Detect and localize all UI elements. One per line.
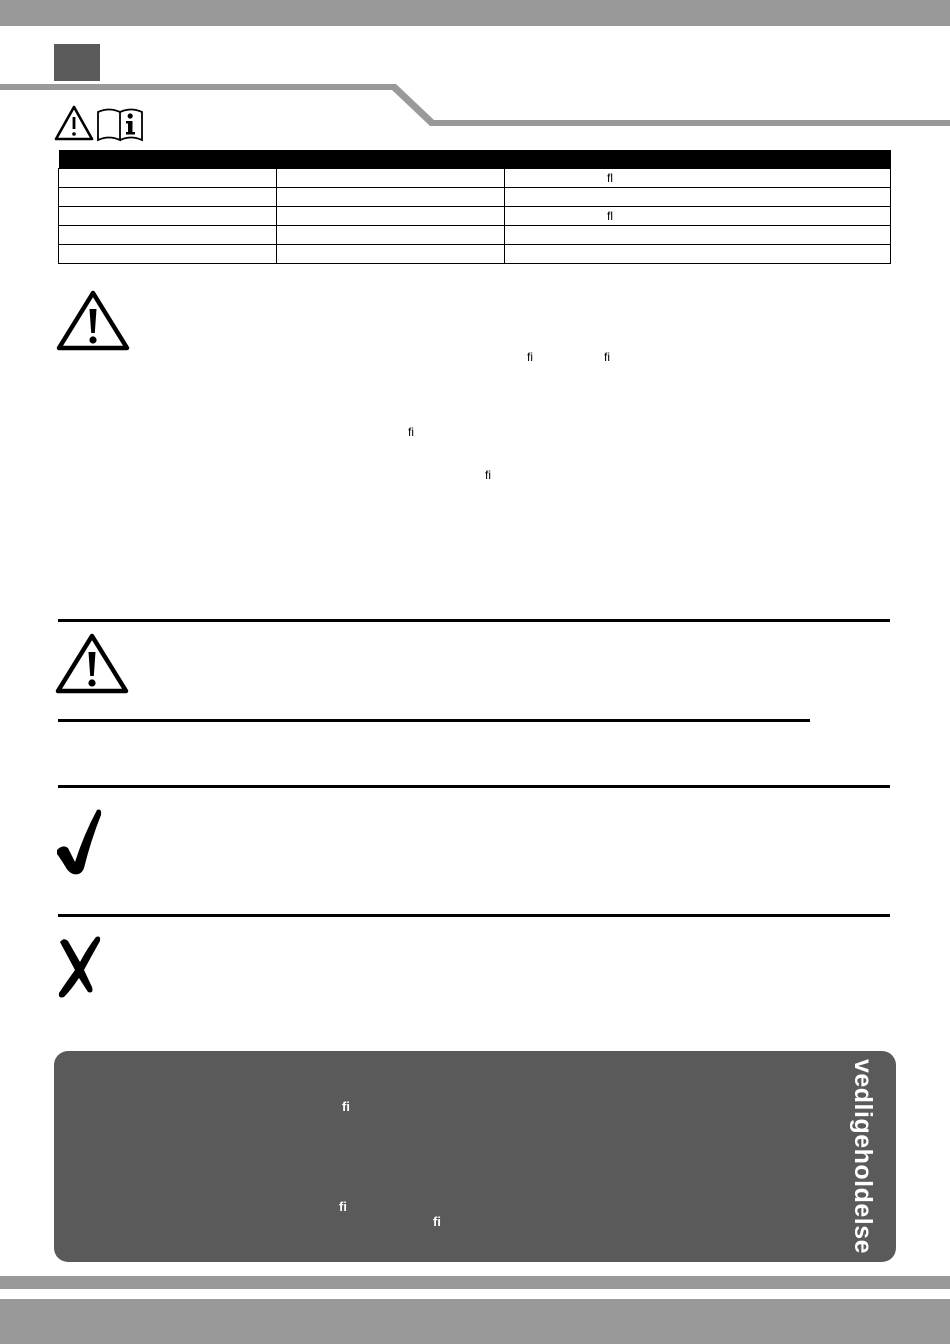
table-cell <box>59 245 277 264</box>
table-cell <box>277 207 505 226</box>
text-fragment: ﬁ <box>342 1099 350 1114</box>
text-fragment: ﬁ <box>408 425 414 439</box>
cross-icon <box>54 934 104 1000</box>
table-cell <box>505 226 891 245</box>
specification-table <box>58 150 891 264</box>
table-cell <box>277 226 505 245</box>
table-cell <box>505 169 891 188</box>
bottom-stripe <box>0 1276 950 1289</box>
table-cell <box>59 226 277 245</box>
text-fragment: ﬁ <box>433 1214 441 1229</box>
cell-text: ﬂ <box>607 171 613 185</box>
text-fragment: ﬁ <box>527 350 533 364</box>
table-cell <box>277 245 505 264</box>
side-title-text: vedligeholdelse <box>849 1058 878 1254</box>
table-row <box>59 207 891 226</box>
section-side-title <box>846 1058 880 1254</box>
text-fragment: ﬁ <box>339 1199 347 1214</box>
table-cell <box>505 188 891 207</box>
checkmark-icon <box>54 806 104 878</box>
top-band <box>0 0 950 26</box>
warning-triangle-icon <box>55 632 129 694</box>
read-manual-icon <box>98 110 142 141</box>
table-cell <box>59 169 277 188</box>
table-row <box>59 188 891 207</box>
warning-triangle-icon <box>56 107 92 139</box>
maintenance-panel <box>54 1051 896 1262</box>
section-divider <box>58 785 890 788</box>
table-cell <box>505 245 891 264</box>
page-marker <box>54 44 100 81</box>
table-cell <box>277 188 505 207</box>
table-cell <box>277 169 505 188</box>
section-divider <box>58 914 890 917</box>
section-divider <box>58 619 890 622</box>
header-icons <box>54 104 144 144</box>
bottom-band <box>0 1299 950 1344</box>
text-fragment: ﬁ <box>604 350 610 364</box>
text-fragment: ﬁ <box>485 468 491 482</box>
table-cell <box>505 207 891 226</box>
table-cell <box>59 188 277 207</box>
table-row <box>59 169 891 188</box>
table-row <box>59 226 891 245</box>
table-row <box>59 245 891 264</box>
warning-triangle-icon <box>56 289 130 351</box>
table-header-row <box>59 150 891 169</box>
cell-text: ﬂ <box>607 209 613 223</box>
section-divider <box>58 719 810 722</box>
table-cell <box>59 207 277 226</box>
